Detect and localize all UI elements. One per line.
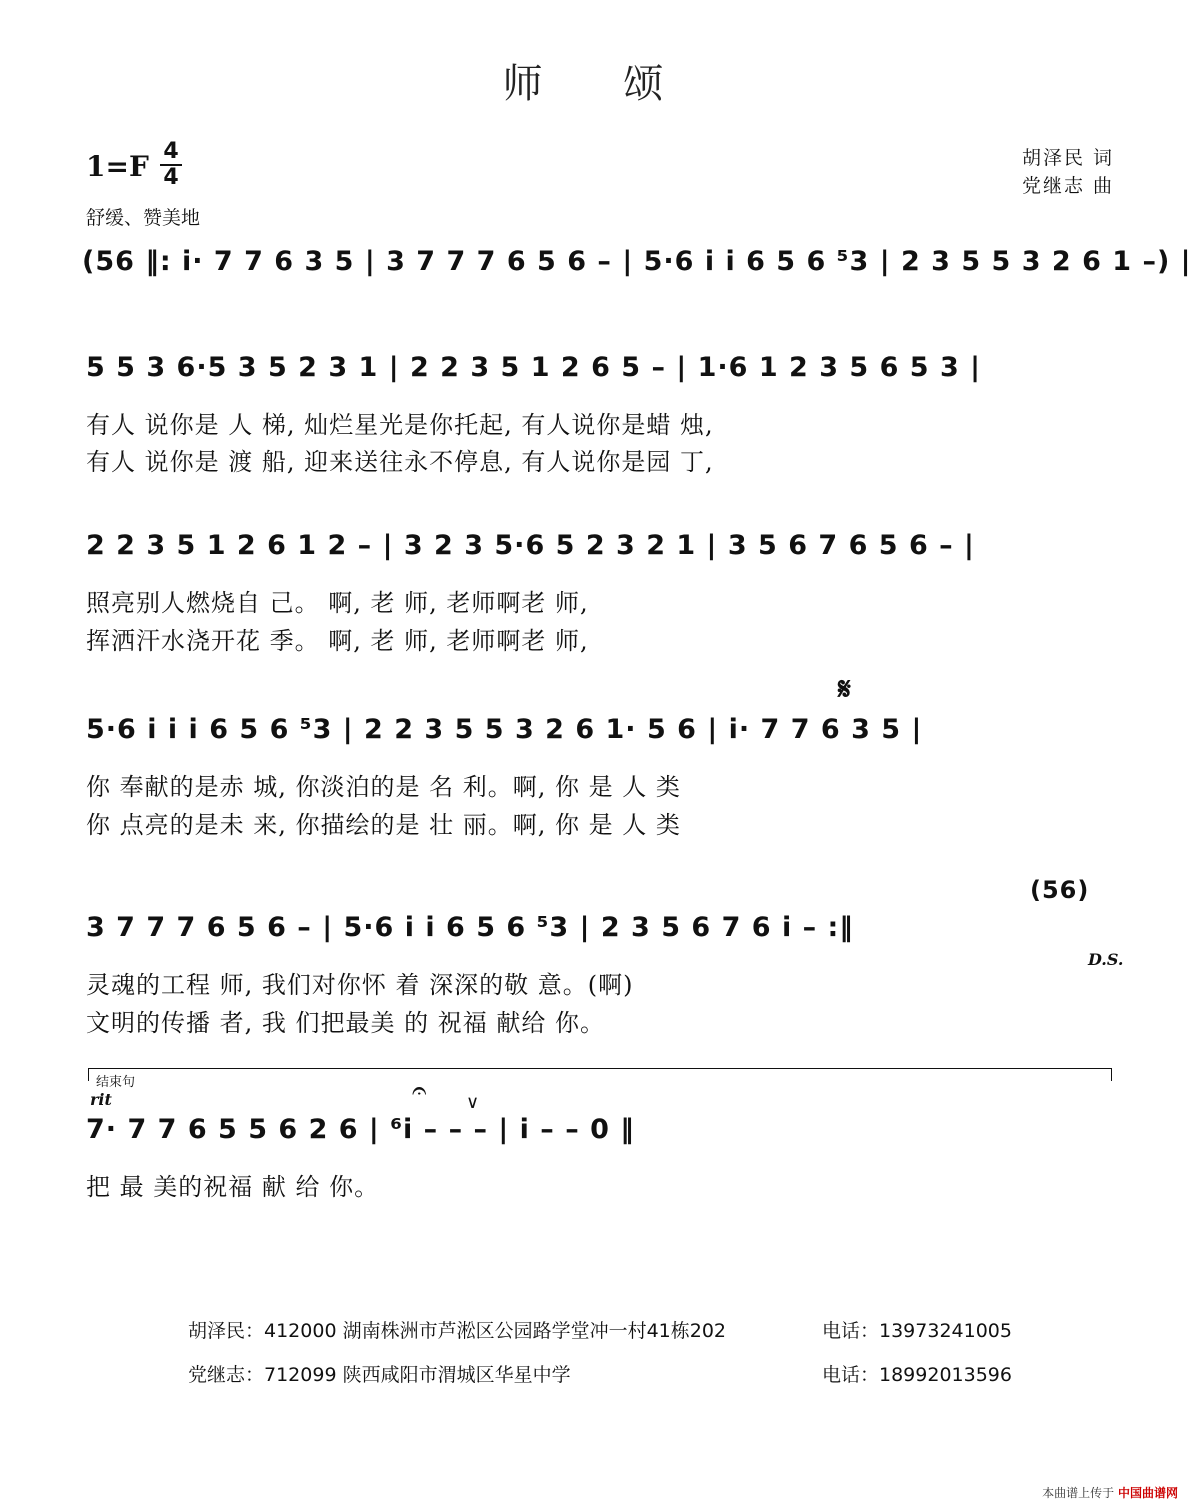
page-title: 师 颂	[502, 61, 698, 107]
time-signature	[160, 140, 182, 190]
lyrics-line-3-verse-2: 挥洒汗水浇开花 季。 啊, 老 师, 老师啊老 师,	[86, 627, 589, 655]
ending-label: 结束句	[96, 1075, 136, 1090]
lyrics-line-4-verse-1: 你 奉献的是赤 城, 你淡泊的是 名 利。啊, 你 是 人 类	[86, 773, 681, 801]
watermark-prefix: 本曲谱上传于	[1042, 1486, 1115, 1500]
tempo-marking: 舒缓、赞美地	[86, 207, 201, 229]
lyrics-line-5-verse-2: 文明的传播 者, 我 们把最美 的 祝福 献给 你。	[86, 1009, 606, 1037]
score-line-4: 5·6 i i i 6 5 6 ⁵3 | 2 2 3 5 5 3 2 6 1· 5 6 | i· 7 7 6 3 5 |	[86, 714, 923, 745]
lyrics-line-4-verse-2: 你 点亮的是未 来, 你描绘的是 壮 丽。啊, 你 是 人 类	[86, 811, 681, 839]
footer-phone-2: 电话：18992013596	[822, 1364, 1012, 1386]
footer-contact-2: 党继志：712099 陕西咸阳市渭城区华星中学	[188, 1364, 571, 1386]
watermark-site: 中国曲谱网	[1117, 1486, 1178, 1500]
composer-credit: 党继志 曲	[1021, 175, 1114, 197]
lyrics-line-2-verse-1: 有人 说你是 人 梯, 灿烂星光是你托起, 有人说你是蜡 烛,	[86, 411, 714, 439]
key-signature: 1=F	[86, 150, 149, 183]
fermata-icon: 𝄐	[412, 1076, 427, 1106]
footer-contact-1: 胡泽民：412000 湖南株洲市芦淞区公园路学堂冲一村41栋202	[188, 1320, 727, 1342]
lyrics-line-2-verse-2: 有人 说你是 渡 船, 迎来送往永不停息, 有人说你是园 丁,	[86, 448, 714, 476]
score-line-3: 2 2 3 5 1 2 6 1 2 – | 3 2 3 5·6 5 2 3 2 1 | 3 5 6 7 6 5 6 – |	[86, 530, 975, 561]
ending-bracket	[88, 1068, 1112, 1081]
dal-segno-mark: D.S.	[1088, 950, 1124, 969]
time-signature-bottom: 4	[160, 164, 182, 190]
footer-phone-1: 电话：13973241005	[822, 1320, 1012, 1342]
breath-mark-icon: ∨	[466, 1092, 480, 1113]
segno-mark: 𝄋	[838, 672, 851, 707]
score-line-5: 3 7 7 7 6 5 6 – | 5·6 i i 6 5 6 ⁵3 | 2 3 5 6 7 6 i – :‖	[86, 912, 854, 943]
site-watermark	[1042, 1484, 1178, 1501]
score-line-2: 5 5 3 6·5 3 5 2 3 1 | 2 2 3 5 1 2 6 5 – | 1·6 1 2 3 5 6 5 3 |	[86, 352, 982, 383]
score-line-6: 7· 7 7 6 5 5 6 2 6 | ⁶i – – – | i – – 0 ‖	[86, 1114, 635, 1145]
lyrics-line-3-verse-1: 照亮别人燃烧自 己。 啊, 老 师, 老师啊老 师,	[86, 589, 589, 617]
lyrics-line-6: 把 最 美的祝福 献 给 你。	[86, 1173, 380, 1201]
lyricist-credit: 胡泽民 词	[1021, 147, 1114, 169]
time-signature-top: 4	[163, 139, 179, 164]
ritardando-mark: rit	[90, 1090, 112, 1109]
parenthetical-notes: (56)	[1030, 876, 1090, 904]
lyrics-line-5-verse-1: 灵魂的工程 师, 我们对你怀 着 深深的敬 意。(啊)	[86, 971, 634, 999]
score-line-1: (56 ‖: i· 7 7 6 3 5 | 3 7 7 7 6 5 6 – | 5·6 i i 6 5 6 ⁵3 | 2 3 5 5 3 2 6 1 –) |	[82, 246, 1192, 277]
